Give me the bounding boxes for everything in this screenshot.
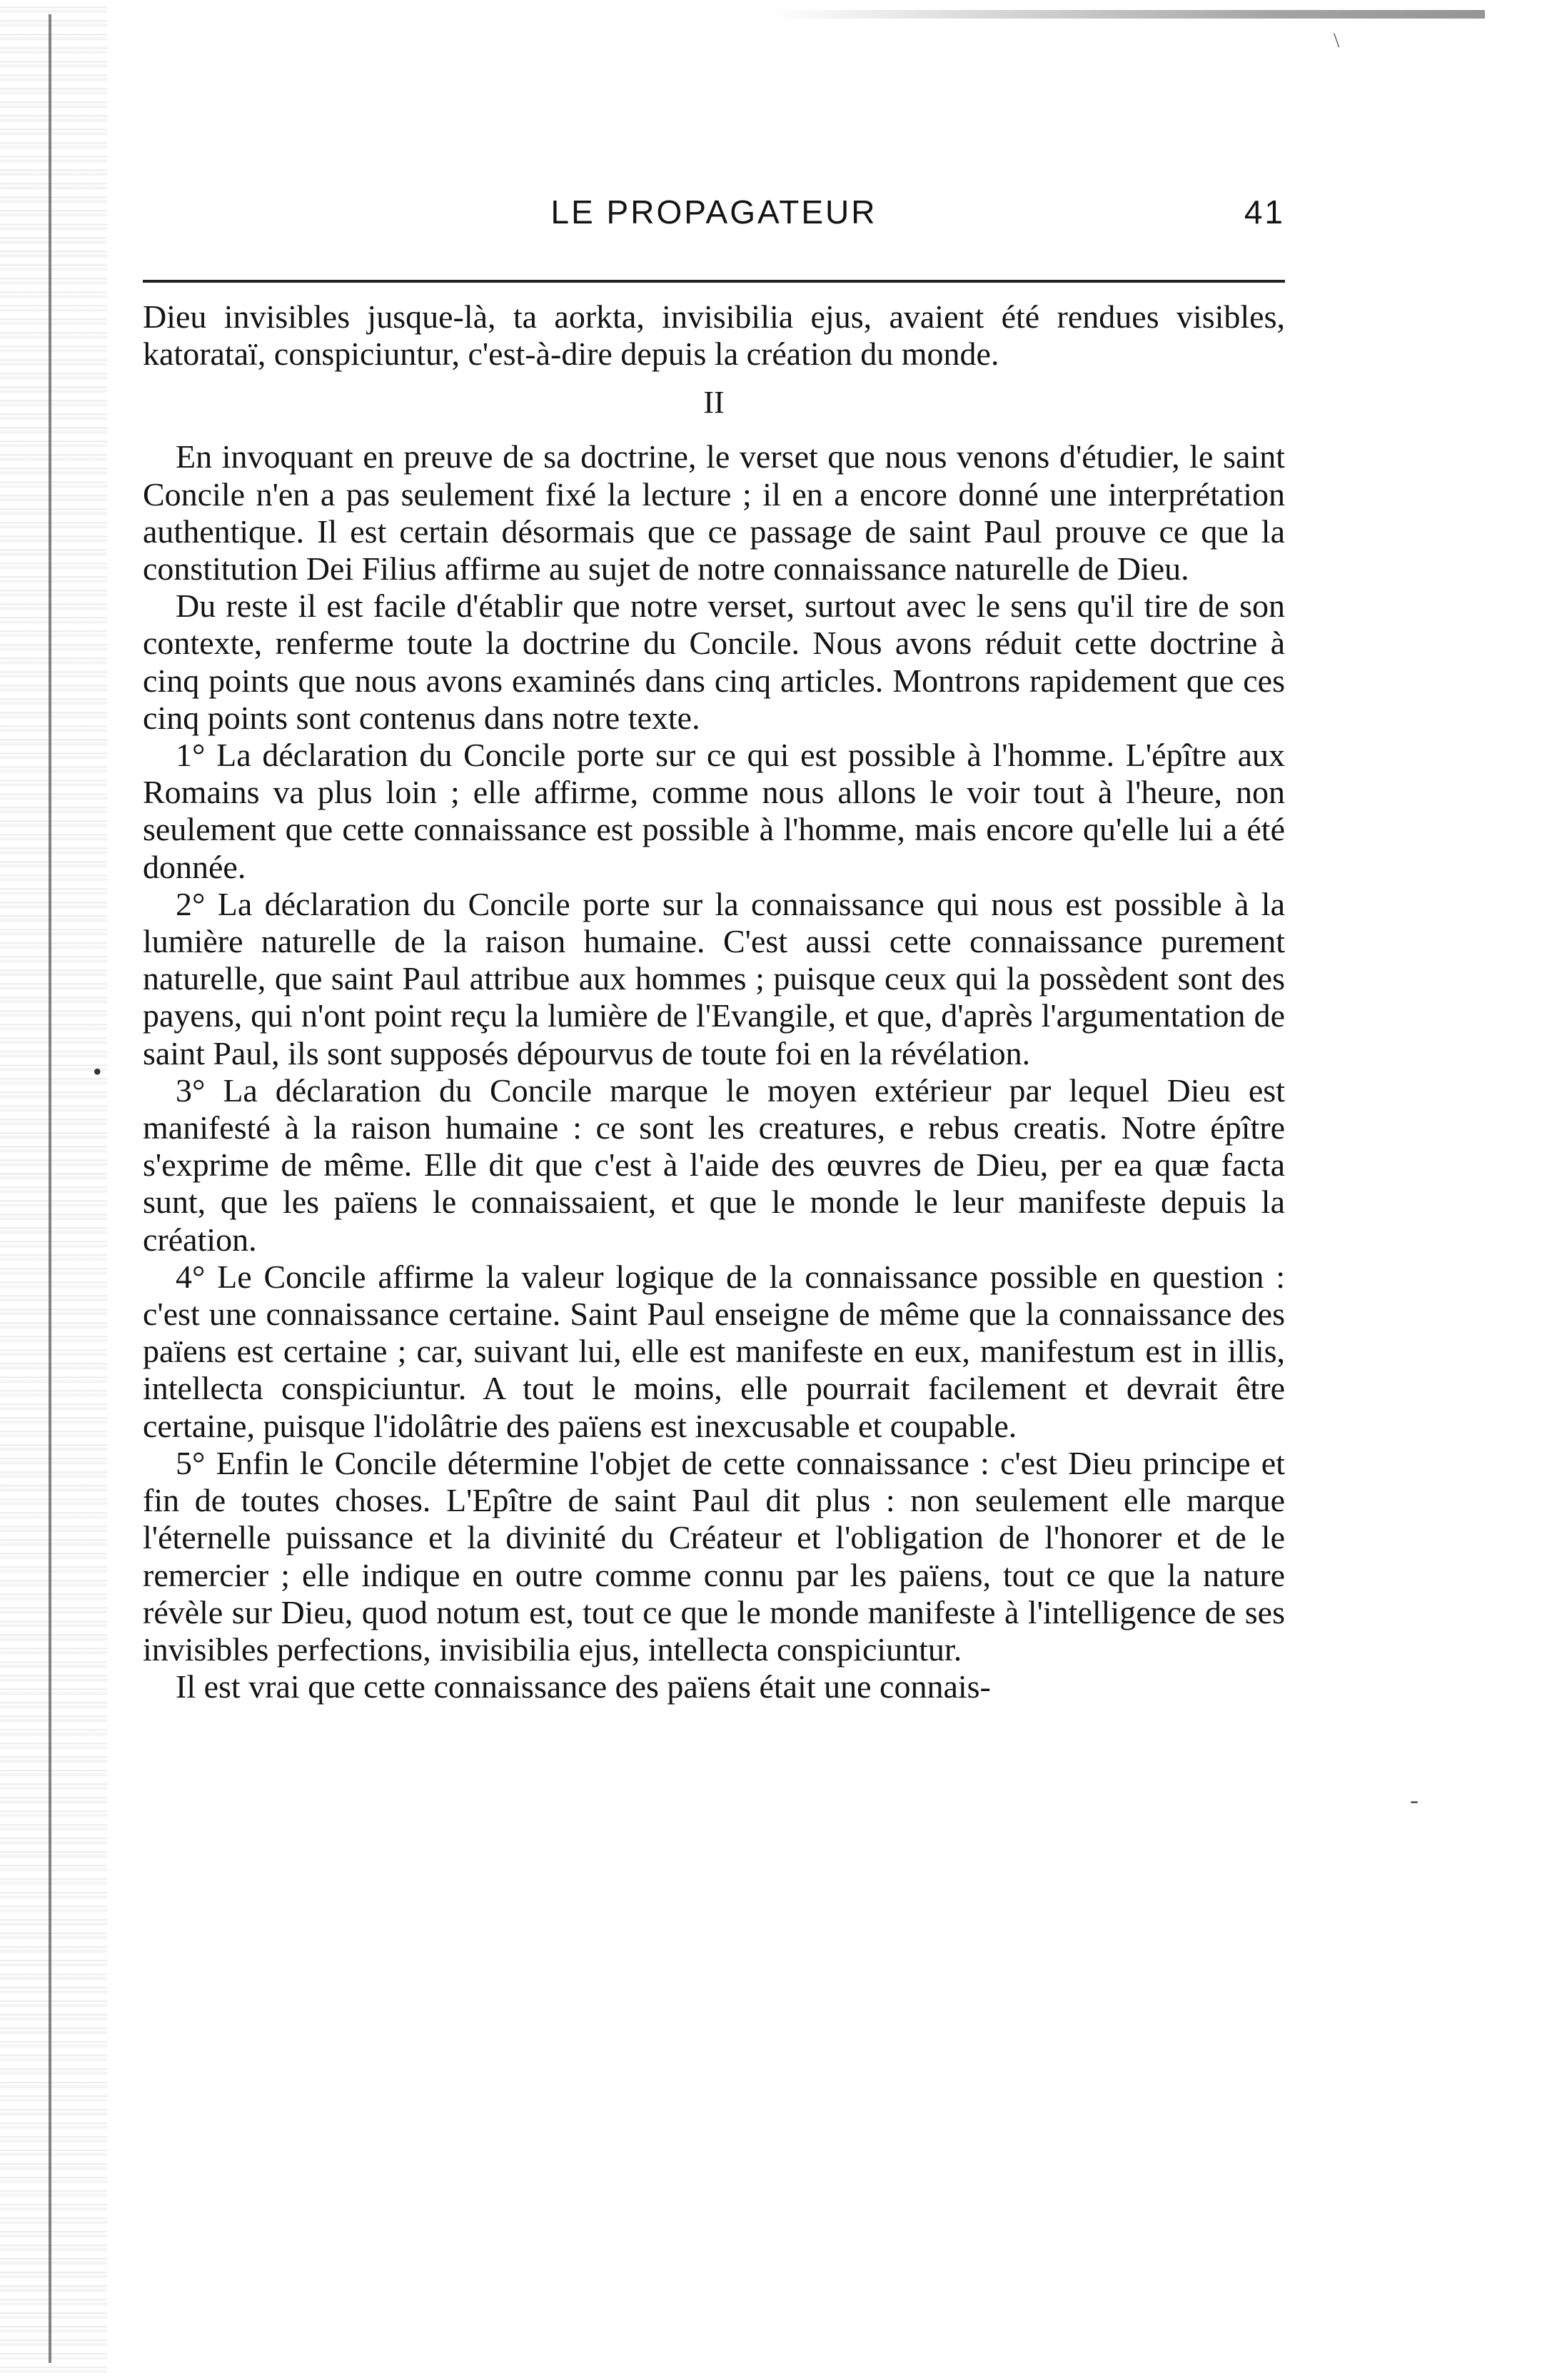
scan-smudge	[771, 10, 1485, 19]
scan-speck: -	[1410, 1785, 1418, 1814]
paragraph: 4° Le Concile affirme la valeur logique de la connaissance possible en question : c'est une connaissance certaine. Saint Paul enseigne de même que la connaissance des païens est certaine ; car, suivant lui, elle est manifeste en eux, manifestum est in illis, intellecta conspiciuntur. A tout le moins, elle pourrait facilement et devrait être certaine, puisque l'idolâtrie des païens est inexcusable et coupable.	[143, 1258, 1285, 1444]
binding-edge	[49, 14, 51, 2363]
running-title: LE PROPAGATEUR	[550, 193, 877, 231]
body-text	[143, 298, 1285, 1705]
header-rule	[143, 280, 1285, 283]
paragraph: 5° Enfin le Concile détermine l'objet de cette connaissance : c'est Dieu principe et fin de toutes choses. L'Epître de saint Paul dit plus : non seulement elle marque l'éternelle puissance et la divinité du Créateur et l'obligation de l'honorer et de le remercier ; elle indique en outre comme connu par les païens, tout ce que la nature révèle sur Dieu, quod notum est, tout ce que le monde manifeste à l'intelligence de ses invisibles perfections, invisibilia ejus, intellecta conspiciuntur.	[143, 1444, 1285, 1668]
paragraph: En invoquant en preuve de sa doctrine, le verset que nous venons d'étudier, le saint Concile n'en a pas seulement fixé la lecture ; il en a encore donné une interprétation authentique. Il est certain désormais que ce passage de saint Paul prouve ce que la constitution Dei Filius affirme au sujet de notre connaissance naturelle de Dieu.	[143, 438, 1285, 588]
binding-shadow	[0, 0, 107, 2380]
section-heading: II	[703, 385, 725, 420]
scan-speck: •	[93, 1057, 102, 1086]
paragraph: 3° La déclaration du Concile marque le moyen extérieur par lequel Dieu est manifesté à la raison humaine : ce sont les creatures, e rebus creatis. Notre épître s'exprime de même. Elle dit que c'est à l'aide des œuvres de Dieu, per ea quæ facta sunt, que les païens le connaissaient, et que le monde le leur manifeste depuis la création.	[143, 1071, 1285, 1258]
page	[143, 193, 1285, 1705]
paragraph: 2° La déclaration du Concile porte sur la connaissance qui nous est possible à la lumière naturelle de la raison humaine. C'est aussi cette connaissance purement naturelle, que saint Paul attribue aux hommes ; puisque ceux qui la possèdent sont des payens, qui n'ont point reçu la lumière de l'Evangile, et que, d'après l'argumentation de saint Paul, ils sont supposés dépourvus de toute foi en la révélation.	[143, 885, 1285, 1071]
running-head	[143, 193, 1285, 243]
scan-speck: \	[1334, 29, 1340, 52]
page-number: 41	[1244, 193, 1285, 231]
paragraph: Du reste il est facile d'établir que notre verset, surtout avec le sens qu'il tire de son contexte, renferme toute la doctrine du Concile. Nous avons réduit cette doctrine à cinq points que nous avons examinés dans cinq articles. Montrons rapidement que ces cinq points sont contenus dans notre texte.	[143, 588, 1285, 736]
paragraph: Il est vrai que cette connaissance des païens était une connais-	[176, 1668, 991, 1705]
paragraph: Dieu invisibles jusque-là, ta aorkta, invisibilia ejus, avaient été rendues visibles, katorataï, conspiciuntur, c'est-à-dire depuis la création du monde.	[143, 298, 1285, 373]
paragraph: 1° La déclaration du Concile porte sur ce qui est possible à l'homme. L'épître aux Romains va plus loin ; elle affirme, comme nous allons le voir tout à l'heure, non seulement que cette connaissance est possible à l'homme, mais encore qu'elle lui a été donnée.	[143, 737, 1285, 885]
